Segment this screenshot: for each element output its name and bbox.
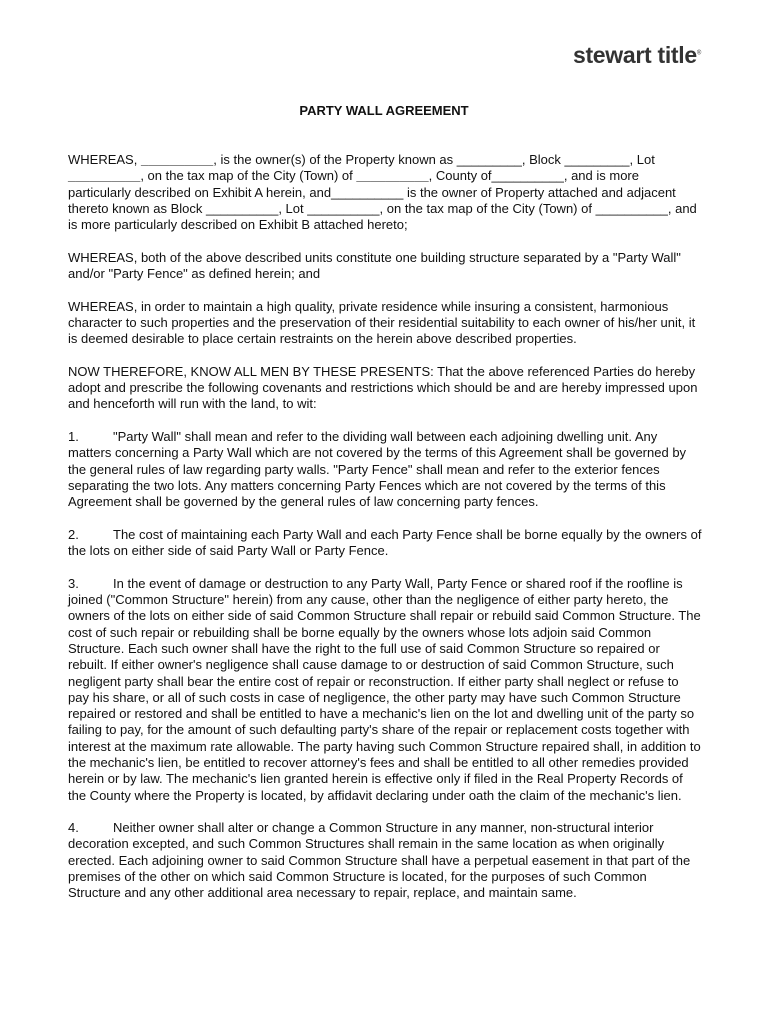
whereas1-text-a: WHEREAS,	[68, 152, 141, 167]
clause-number: 3.	[68, 575, 79, 591]
clause-text: In the event of damage or destruction to any Party Wall, Party Fence or shared roof if the roofline is joined ("Common Structure" herein) from any cause, other than the negligence of either party hereto, the owners of the lots on either side of said Common Structure shall repair or rebuild said Common Structure. The cost of such repair or rebuilding shall be borne equally by the owners whose lots adjoin said Common Structure. Each such owner shall have the right to the full use of said Common Structure so repaired or rebuilt. If either owner's negligence shall cause damage to or destruction of said Common Structure, such negligent party shall bear the entire cost of repair or reconstruction. If either party shall neglect or refuse to pay his share, or all of such costs in case of negligence, the other party may have such Common Structure repaired or restored and shall be entitled to have a mechanic's lien on the lot and dwelling unit of the party so failing to pay, for the amount of such defaulting party's share of the repair or replacement costs together with interest at the maximum rate allowable. The party having such Common Structure repaired shall, in addition to the mechanic's lien, be entitled to recover attorney's fees and shall be entitled to all other remedies provided herein or by law. The mechanic's lien granted herein is effective only if filed in the Real Property Records of the County where the Property is located, by affidavit declaring under oath the claim of the mechanic's lien.	[68, 575, 701, 803]
logo-registered-mark: ®	[696, 50, 701, 57]
whereas1-text-c: , is the owner(s) of the Property known as _________, Block _________, Lot	[213, 152, 655, 167]
whereas-paragraph-3: WHEREAS, in order to maintain a high quality, private residence while insuring a consistent, harmonious character to such properties and the preservation of their residential suitability to each owner of his/her unit, it is deemed desirable to place certain restraints on the herein above described properties.	[68, 298, 696, 347]
city-blank: __________	[356, 168, 429, 184]
whereas-paragraph-2: WHEREAS, both of the above described units constitute one building structure separated by a "Party Wall" and/or "Party Fence" as defined herein; and	[68, 249, 681, 282]
whereas-paragraph-1	[68, 152, 702, 233]
clause-text: The cost of maintaining each Party Wall and each Party Fence shall be borne equally by the owners of the lots on either side of said Party Wall or Party Fence.	[68, 526, 702, 559]
lot-blank: __________	[68, 168, 141, 184]
clause-text: "Party Wall" shall mean and refer to the dividing wall between each adjoining dwelling unit. Any matters concerning a Party Wall which are not covered by the terms of this Agreement shall be governed by the general rules of law regarding party walls. "Party Fence" shall mean and refer to the exterior fences separating the two lots. Any matters concerning Party Fences which are not covered by the terms of this Agreement shall be governed by the general rules of law concerning party fences.	[68, 429, 687, 510]
clause-3	[68, 576, 702, 804]
stewart-title-logo	[573, 42, 701, 69]
owner-blank: __________	[140, 152, 214, 167]
whereas1-text-d: , on the tax map of the City (Town) of	[140, 168, 357, 184]
now-therefore-paragraph: NOW THEREFORE, KNOW ALL MEN BY THESE PRESENTS: That the above referenced Parties do hereby adopt and prescribe the following covenants and restrictions which should be and are hereby impressed upon and henceforth will run with the land, to wit:	[68, 363, 698, 412]
clause-4	[68, 820, 702, 901]
clause-number: 4.	[68, 820, 79, 836]
clause-2	[68, 527, 702, 560]
whereas1-text-e: , County of__________, and is more particularly described on Exhibit A herein, and__________ is the owner of Property attached and adjacent thereto known as Block __________, Lot __________, on the tax map of the City (Town) of __________, and is more particularly described on Exhibit B attached hereto;	[68, 168, 697, 233]
document-title: PARTY WALL AGREEMENT	[299, 103, 469, 118]
clause-number: 1.	[68, 429, 79, 445]
clause-1	[68, 429, 702, 510]
clause-number: 2.	[68, 526, 79, 542]
document-body	[68, 152, 702, 918]
clause-text: Neither owner shall alter or change a Common Structure in any manner, non-structural interior decoration excepted, and such Common Structures shall remain in the same location as when originally erected. Each adjoining owner to said Common Structure shall have a perpetual easement in that part of the premises of the other on which said Common Structure is located, for the purposes of such Common Structure and any other additional area necessary to repair, replace, and maintain same.	[68, 820, 691, 901]
logo-text: stewart title	[572, 42, 697, 68]
